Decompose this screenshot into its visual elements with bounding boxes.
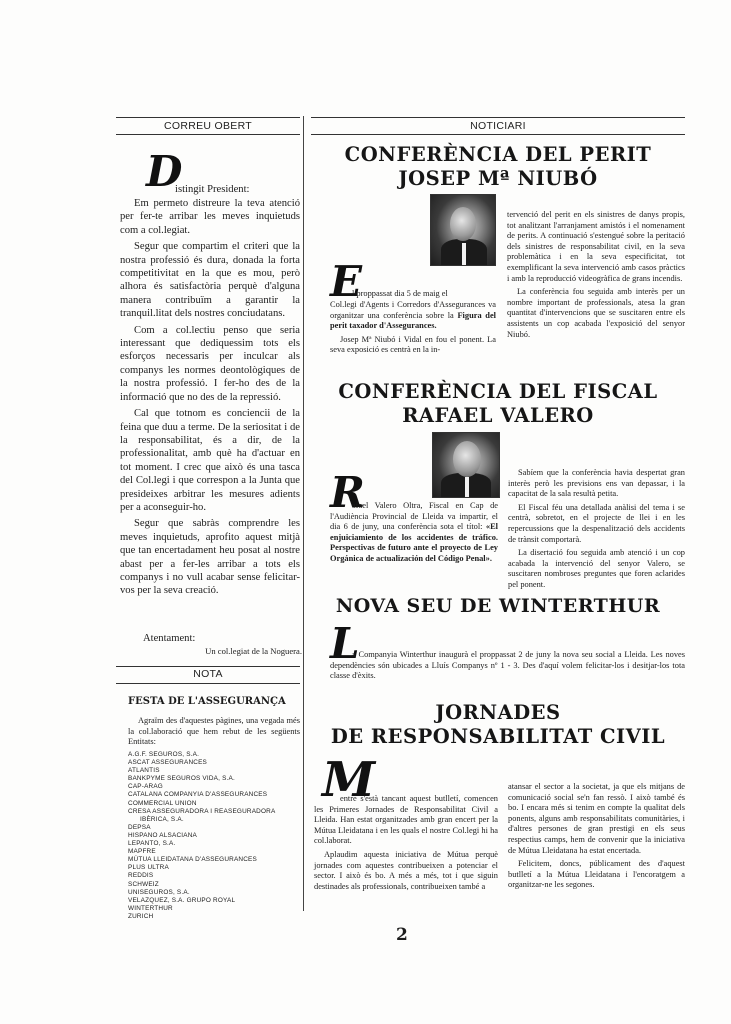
list-item: UNISEGUROS, S.A. xyxy=(128,888,190,896)
list-item: VELAZQUEZ, S.A. GRUPO ROYAL xyxy=(128,896,236,904)
art1-title-line2: JOSEP Mª NIUBÓ xyxy=(398,167,598,190)
list-item: LEPANTO, S.A. xyxy=(128,840,176,848)
art2-right-text xyxy=(508,468,685,594)
list-item: CRESA ASSEGURADORA I REASEGURADORA xyxy=(128,807,276,815)
list-item: MAPFRE xyxy=(128,848,156,856)
festa-title: FESTA DE L'ASSEGURANÇA xyxy=(128,696,286,707)
page-number: 2 xyxy=(396,925,408,945)
list-item: CATALANA COMPANYIA D'ASSEGURANCES xyxy=(128,791,268,799)
correu-obert-header: CORREU OBERT xyxy=(164,120,252,132)
art4-title-line1: JORNADES xyxy=(435,701,561,724)
art2-left-span: afael Valero Oltra, Fiscal en Cap de l'Audiència Provincial de Lleida va impartir, el dia 6 de juny, una conferència sota el títol: xyxy=(330,501,498,532)
art1-left-text xyxy=(330,300,496,359)
nota-header-rule-top xyxy=(116,666,300,667)
letter-dropcap: D xyxy=(146,147,183,196)
niubo-portrait-photo xyxy=(430,194,496,266)
noticiari-header-rule-top xyxy=(311,117,685,118)
art2-right-paragraph: Sabíem que la conferència havia despertat gran interès però les previsions ens van depassar, i la capacitat de la sala resultà petita. xyxy=(508,468,685,499)
art2-left-paragraph xyxy=(330,501,498,565)
art2-bold-span: «El enjuiciamiento de los accidentes de tráfico. Perspectivas de futuro ante el proyecto de Ley Orgánica de actualización del Código Penal». xyxy=(330,522,498,563)
art1-title xyxy=(311,143,685,191)
art2-dropcap: R xyxy=(330,468,365,517)
art1-title-line1: CONFERÈNCIA DEL PERIT xyxy=(344,143,652,166)
list-item: CAP-ARAG xyxy=(128,783,163,791)
letter-paragraph: Em permeto distreure la teva atenció per fer-te arribar les meves inquietuds com a col.legiat. xyxy=(120,198,300,236)
letter-first-line: istingit President: xyxy=(175,184,250,195)
photo-shirt xyxy=(462,243,466,265)
nota-header: NOTA xyxy=(193,668,223,680)
art1-first-line: l proppassat dia 5 de maig el xyxy=(352,289,448,298)
photo-face xyxy=(453,441,481,477)
list-item: ASCAT ASSEGURANCES xyxy=(128,759,208,767)
column-divider xyxy=(303,116,304,911)
art2-title xyxy=(311,380,685,428)
art2-title-line1: CONFERÈNCIA DEL FISCAL xyxy=(338,380,658,403)
letter-paragraph: Cal que totnom es conciencii de la feina que duu a terme. De la seriositat i de la responsabilitat, és a dir, de la professionalitat, amb què ha d'actuar en tot moment. I crec que això és una tasca del Col.legi i que correspon a la Junta que presideixes arbitrar les mesures adients per a aconseguir-ho. xyxy=(120,408,300,513)
correu-header-rule-bottom xyxy=(116,134,300,135)
art4-left-text xyxy=(314,794,498,895)
art4-title xyxy=(311,701,685,749)
list-item: IBÈRICA, S.A. xyxy=(140,815,184,823)
list-item: DEPSA xyxy=(128,823,151,831)
art4-right-paragraph: atansar el sector a la societat, ja que els mitjans de comunicació social se'n fan ressò. I això també és bo. I encara més si tenim en compte la qualitat dels ponents, alguns amb responsabilitats comunitàries, i d'altres persones de gran prestigi en els seus respectius camps, hem de convenir que la iniciativa de Mútua Lleidatana ha estat encertada. xyxy=(508,782,685,855)
art2-right-paragraph: El Fiscal féu una detallada anàlisi del tema i se centrà, sobretot, en el projecte de llei i en les repercussions que la despenalització dels accidents de trànsit comportarà. xyxy=(508,502,685,544)
art3-paragraph: a Companyia Winterthur inaugurà el proppassat 2 de juny la nova seu social a Lleida. Les noves dependències són ubicades a Lluís Companys nº 1 - 3. Des d'aquí volem felicitar-los i desitjar-los tota classe d'èxits. xyxy=(330,650,685,681)
list-item: PLUS ULTRA xyxy=(128,864,169,872)
noticiari-header: NOTICIARI xyxy=(470,120,526,132)
art3-dropcap: L xyxy=(330,619,360,668)
festa-entities-list xyxy=(128,751,300,921)
list-item: ATLANTIS xyxy=(128,767,160,775)
list-item: BANKPYME SEGUROS VIDA, S.A. xyxy=(128,775,235,783)
art1-left-paragraph xyxy=(330,300,496,332)
list-item: ZURICH xyxy=(128,912,154,920)
art1-right-text xyxy=(507,210,685,343)
art3-text xyxy=(330,650,685,685)
noticiari-header-rule-bottom xyxy=(311,134,685,135)
art1-dropcap: E xyxy=(330,257,363,306)
photo-shirt xyxy=(465,477,469,497)
art4-right-text xyxy=(508,782,685,894)
art2-right-paragraph: La disertació fou seguida amb atenció i un cop acabada la intervenció del senyor Valero, se suscitaren nombroses preguntes que foren aclarides pel ponent. xyxy=(508,548,685,589)
art2-title-line2: RAFAEL VALERO xyxy=(402,404,594,427)
festa-intro xyxy=(128,716,300,751)
art1-right-paragraph: tervenció del perit en els sinistres de danys propis, tot analitzant l'arranjament amistós i el nomenament de perits. A continuació s'estengué sobre la peritació dels sinistres de responsabilitat civil, en la seva problemàtica i en la seva especificitat, tot exemplificant la seva intervenció amb casos pràctics i amb la reproducció videogràfica de grans incendis. xyxy=(507,210,685,283)
art2-left-text xyxy=(330,501,498,568)
art4-left-paragraph: entre s'està tancant aquest butlletí, comencen les Primeres Jornades de Responsabilitat Civil a Lleida. Han estat organitzades amb gran encert per la Mútua Lleidatana i en les quals el nostre Col.legi hi ha col.laborat. xyxy=(314,794,498,846)
art1-right-paragraph: La conferència fou seguida amb interès per un nombre important de professionals, atesa la gran quantitat d'intervencions que se suscitaren entre els assistents un cop acabada l'exposició del senyor Niubó. xyxy=(507,287,685,339)
list-item: SCHWEIZ xyxy=(128,880,159,888)
letter-signature: Un col.legiat de la Noguera. xyxy=(205,646,302,656)
letter-paragraph: Segur que compartim el criteri que la nostra professió és dura, donada la forta competitivitat en la que es mou, però alhora és satisfactòria perquè d'alguna manera contribuïm a garantir la tranquil.litat dels nostres conciudatans. xyxy=(120,241,300,320)
valero-portrait-photo xyxy=(432,432,500,498)
list-item: REDDIS xyxy=(128,872,154,880)
letter-paragraph: Com a col.lectiu penso que seria interessant que dediquessim tots els esforços necessaris per inculcar als companys les normes deontològiques de la nostra professió. I fer-ho des de la informació que no des de la repressió. xyxy=(120,324,300,403)
art1-left-span: Col.legi d'Agents i Corredors d'Assegurances va organitzar una conferència sobre la xyxy=(330,300,496,320)
art3-title: NOVA SEU DE WINTERTHUR xyxy=(335,595,661,617)
art4-title-line2: DE RESPONSABILITAT CIVIL xyxy=(330,725,666,748)
nota-header-rule-bottom xyxy=(116,683,300,684)
letter-paragraph: Segur que sabràs comprendre les meves inquietuds, aprofito aquest mitjà que tan encertadament heu posat al nostre abast per a fer-les arribar a tots els companys i no vull acabar sense felicitar-vos per la seva creació. xyxy=(120,518,300,597)
letter-closing: Atentament: xyxy=(143,633,196,644)
art4-left-paragraph: Aplaudim aquesta iniciativa de Mútua perquè jornades com aquestes contribueixen a potenciar el sector. I això és bo. A més a més, tot i que siguin destinades als professionals, contribueixen també a xyxy=(314,849,498,891)
list-item: WINTERTHUR xyxy=(128,904,173,912)
photo-face xyxy=(450,207,476,241)
list-item: COMMERCIAL UNION xyxy=(128,799,197,807)
art1-left-paragraph: Josep Mª Niubó i Vidal en fou el ponent. La seva exposició es centrà en la in- xyxy=(330,334,496,355)
list-item: HISPANO ALSACIANA xyxy=(128,831,197,839)
art4-dropcap: M xyxy=(322,752,376,808)
festa-intro-text: Agraïm des d'aquestes pàgines, una vegada més la col.laboració que hem rebut de les següents Entitats: xyxy=(128,716,300,747)
correu-header-rule-top xyxy=(116,117,300,118)
art4-right-paragraph: Felicitem, doncs, públicament des d'aquest butlletí a la Mútua Lleidatana i l'encoratgem a organitzar-ne les segones. xyxy=(508,859,685,890)
list-item: MÚTUA LLEIDATANA D'ASSEGURANCES xyxy=(128,856,257,864)
list-item: A.G.F. SEGUROS, S.A. xyxy=(128,751,200,758)
art1-bold-span: Figura del perit taxador d'Assegurances. xyxy=(330,310,496,331)
letter-body xyxy=(120,197,300,601)
